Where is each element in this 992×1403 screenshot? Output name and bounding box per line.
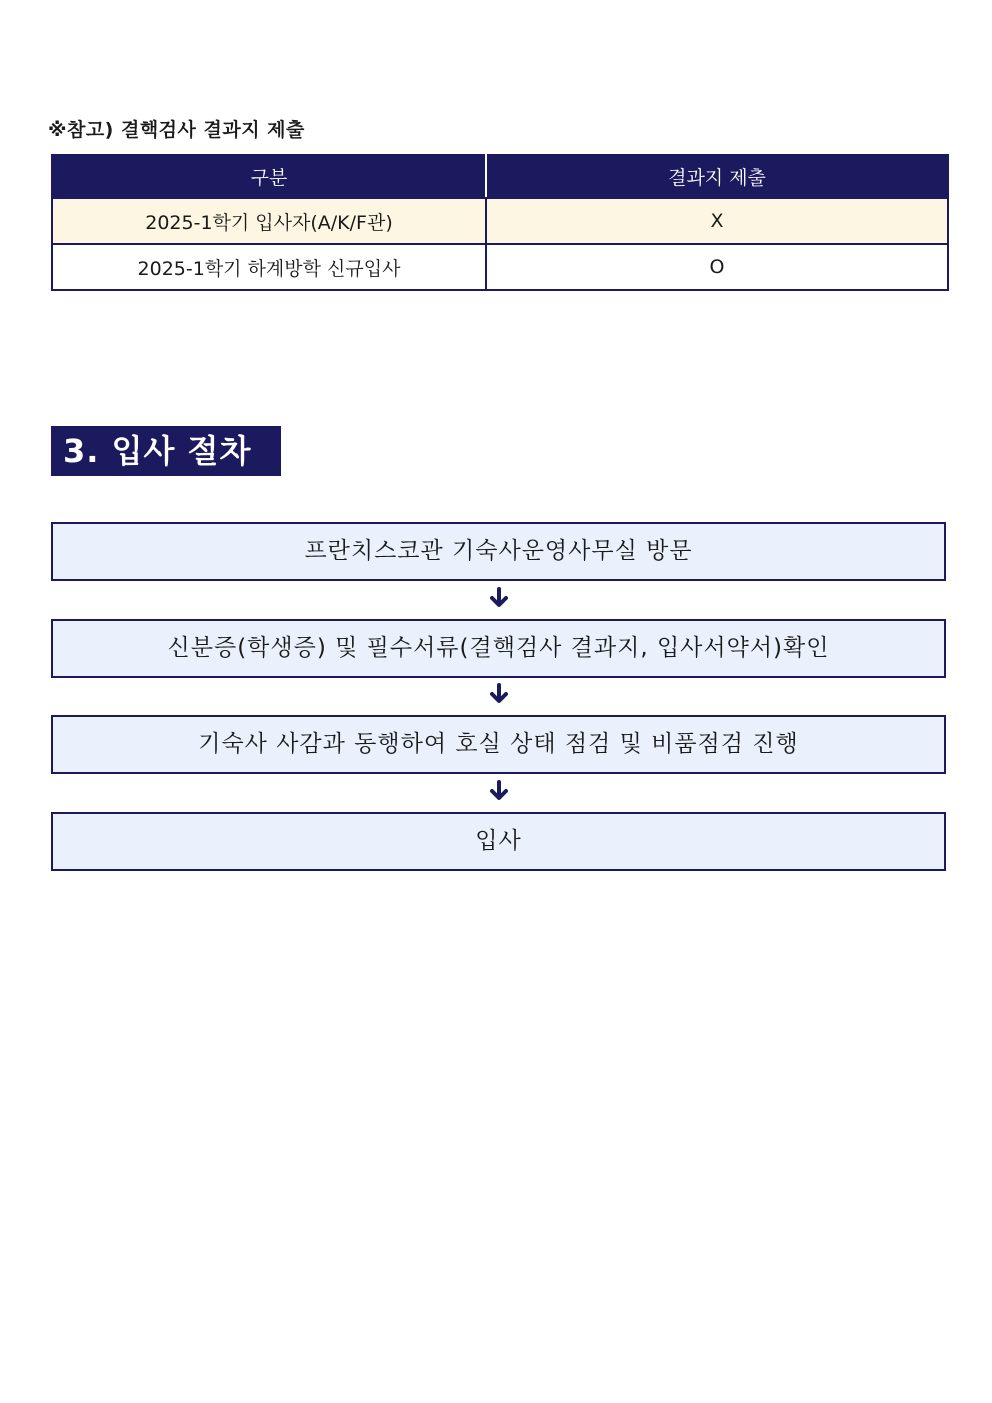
arrow-down-icon <box>488 587 510 609</box>
step-1-box: 프란치스코관 기숙사운영사무실 방문 <box>51 522 946 581</box>
header-category: 구분 <box>52 155 486 198</box>
step-2-box: 신분증(학생증) 및 필수서류(결핵검사 결과지, 입사서약서)확인 <box>51 619 946 678</box>
table-row <box>52 198 948 244</box>
step-4-box: 입사 <box>51 812 946 871</box>
section-heading: 3. 입사 절차 <box>51 426 281 476</box>
row-submit: X <box>486 198 948 244</box>
note-title: ※참고) 결핵검사 결과지 제출 <box>48 119 305 141</box>
table-header-row <box>52 155 948 198</box>
table-row <box>52 244 948 290</box>
row-category: 2025-1학기 입사자(A/K/F관) <box>52 198 486 244</box>
step-3-box: 기숙사 사감과 동행하여 호실 상태 점검 및 비품점검 진행 <box>51 715 946 774</box>
row-category: 2025-1학기 하계방학 신규입사 <box>52 244 486 290</box>
arrow-down-icon <box>488 780 510 802</box>
header-submit: 결과지 제출 <box>486 155 948 198</box>
reference-table <box>51 154 949 291</box>
row-submit: O <box>486 244 948 290</box>
arrow-down-icon <box>488 683 510 705</box>
